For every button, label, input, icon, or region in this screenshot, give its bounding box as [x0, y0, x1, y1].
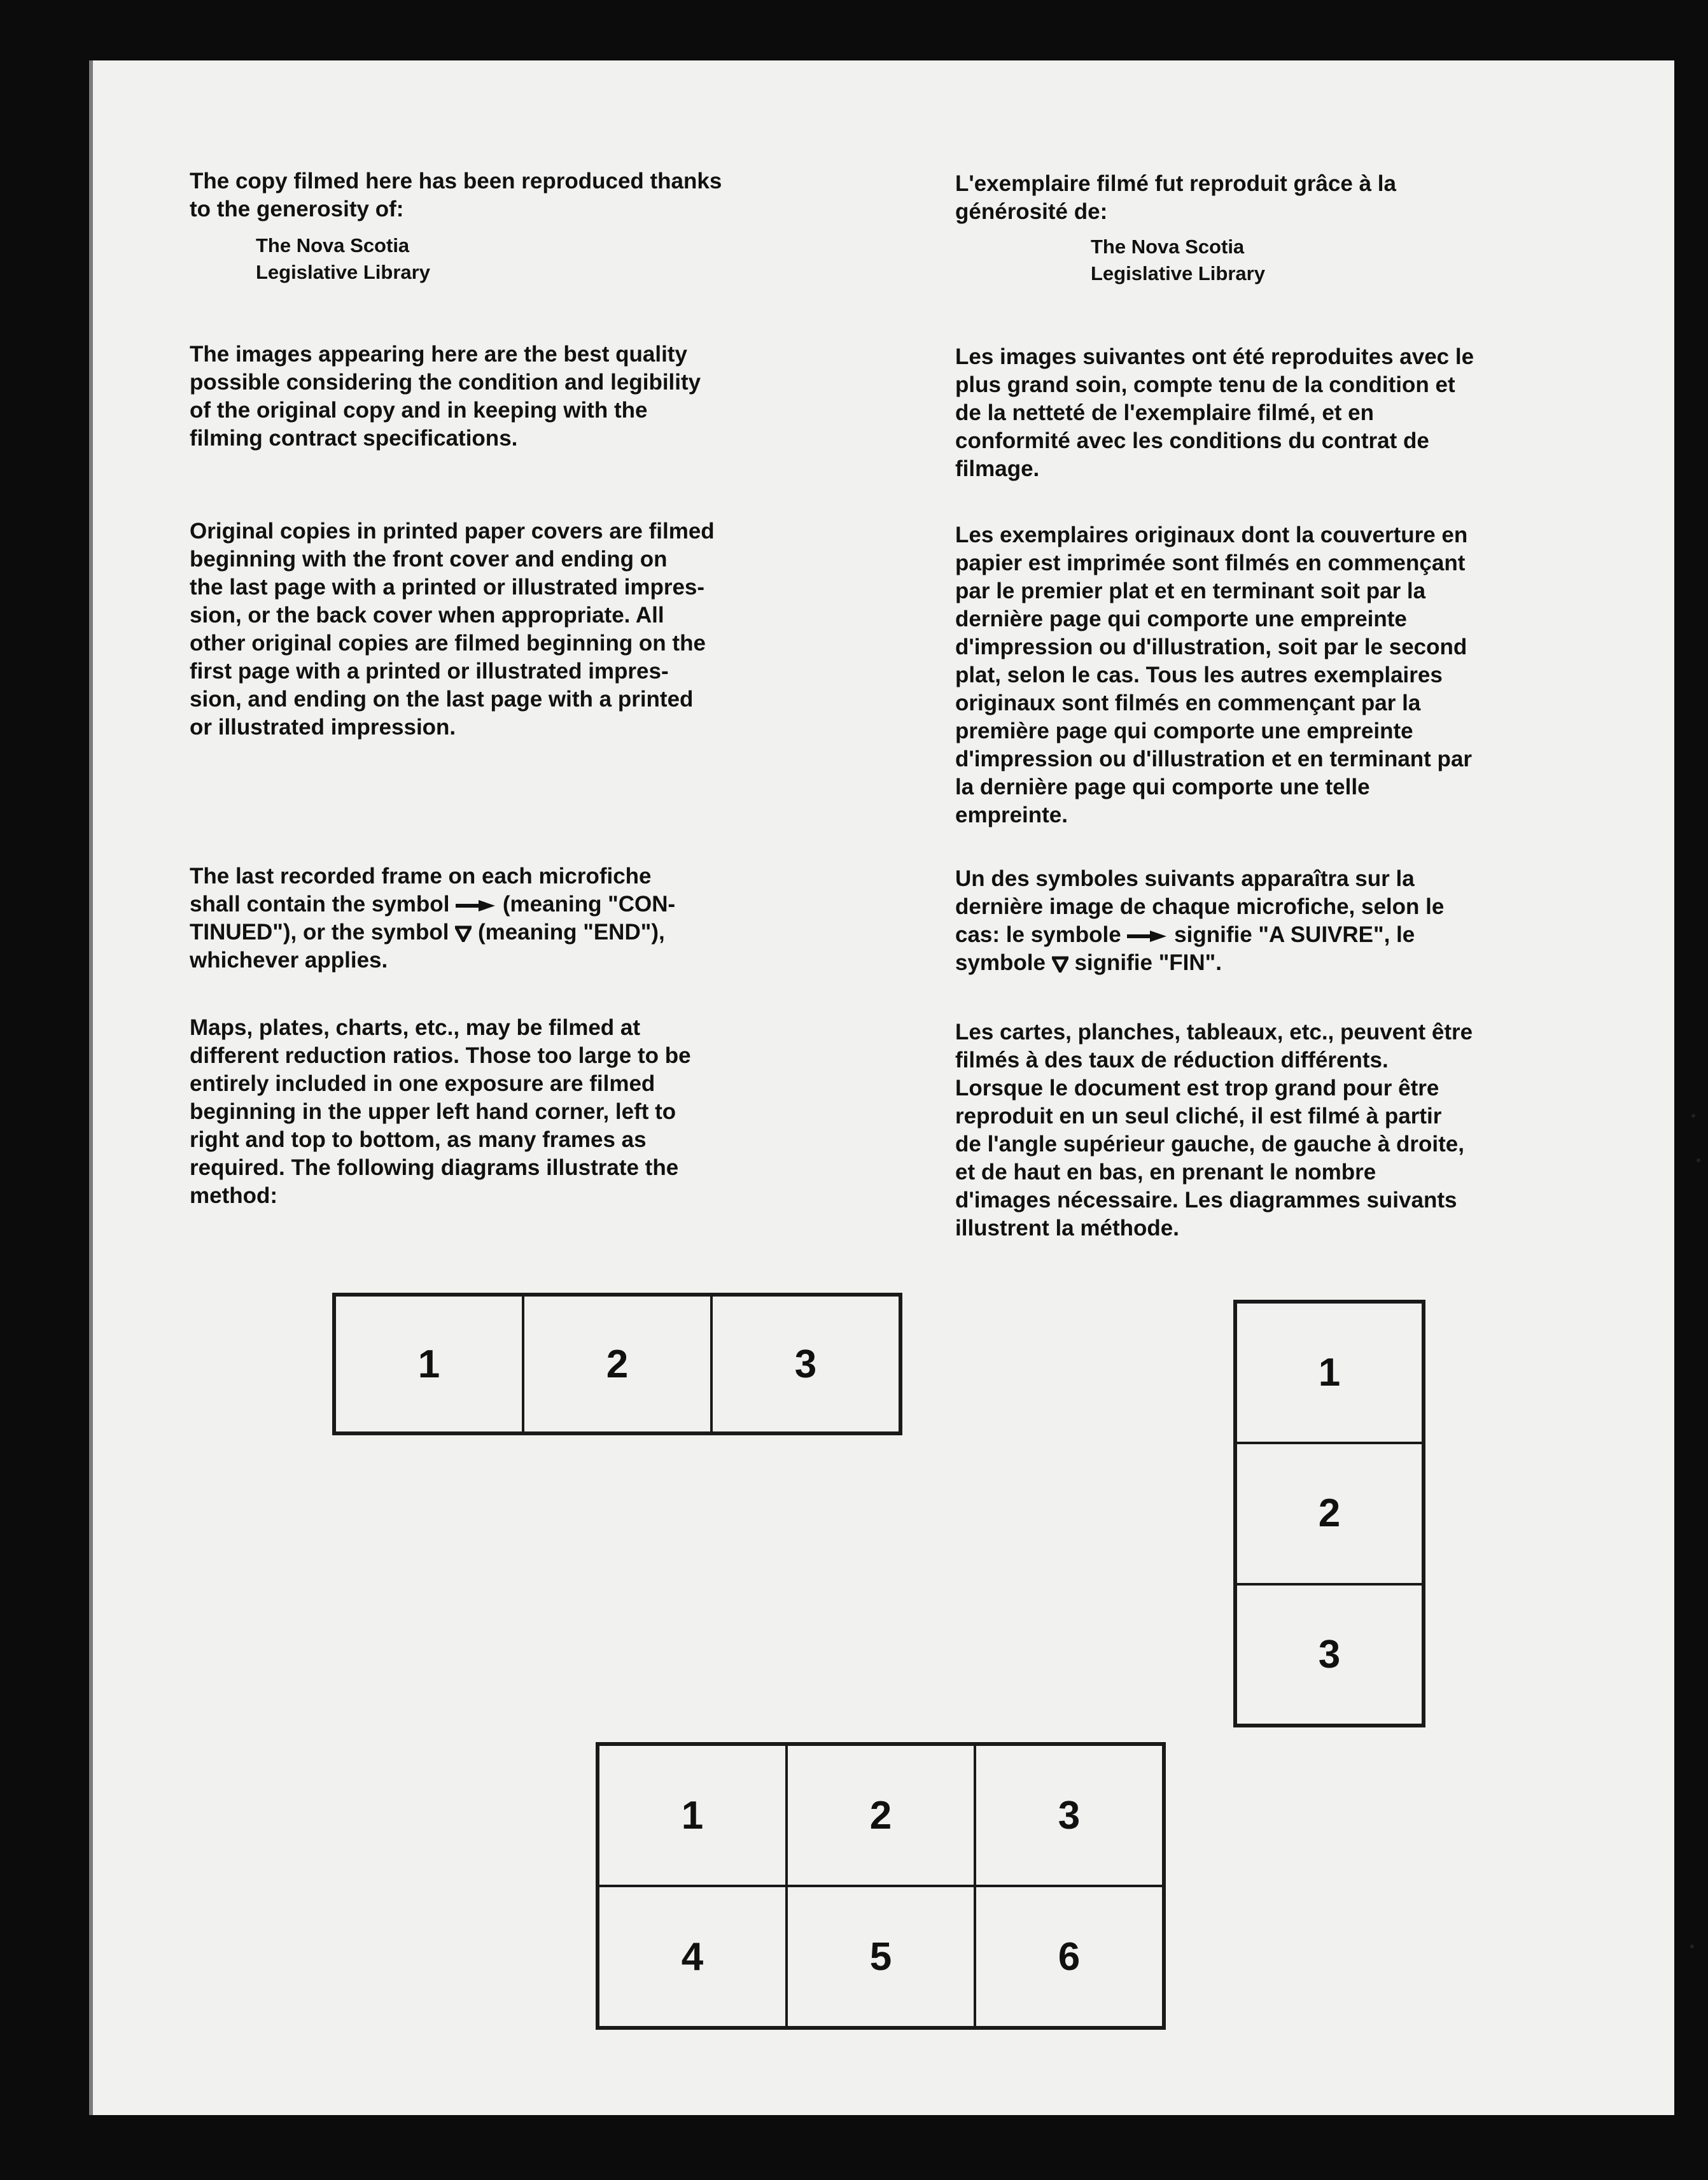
frame-cell: 1	[598, 1745, 787, 1886]
frame-cell: 5	[787, 1886, 975, 2027]
frame-cell: 1	[335, 1295, 523, 1433]
microfiche-target-page	[89, 60, 1674, 2115]
top-film-edge	[0, 0, 1708, 9]
frame-cell: 3	[711, 1295, 900, 1433]
en-maps-statement: Maps, plates, charts, etc., may be filmed at different reduction ratios. Those too large to be entirely included in one exposure are filmed beginning in the upper left hand corner, left to right and top to bottom, as many frames as required. The following diagrams illustrate the method:	[190, 1015, 691, 1208]
film-speck	[1697, 1158, 1700, 1162]
frame-cell: 4	[598, 1886, 787, 2027]
en-quality-statement: The images appearing here are the best quality possible considering the condition and legibility of the original copy and in keeping with the filming contract specifications.	[190, 342, 701, 451]
film-speck	[1690, 1944, 1694, 1948]
en-institution: The Nova Scotia Legislative Library	[256, 234, 430, 283]
diagram-grid-six-frames	[596, 1742, 1166, 2030]
fr-symbols-part-c: signifie "FIN".	[1074, 950, 1222, 975]
arrow-right-icon	[1127, 929, 1168, 943]
en-symbols-part-b: (meaning "CON- TINUED"), or the symbol	[190, 892, 676, 945]
fr-credit-intro: L'exemplaire filmé fut reproduit grâce à la générosité de:	[955, 171, 1396, 224]
fr-quality-statement: Les images suivantes ont été reproduites avec le plus grand soin, compte tenu de la condition et de la netteté de l'exemplaire filmé, et en conformité avec les conditions du contrat de filmage.	[955, 344, 1474, 481]
triangle-down-icon	[455, 925, 472, 942]
diagram-row-three-frames	[332, 1293, 902, 1435]
bottom-film-edge	[0, 2116, 1708, 2180]
en-credit-intro: The copy filmed here has been reproduced thanks to the generosity of:	[190, 169, 722, 222]
arrow-right-icon	[456, 899, 496, 913]
frame-cell: 6	[975, 1886, 1163, 2027]
fr-symbols-statement	[955, 865, 1662, 977]
en-symbols-part-a: The last recorded frame on each microfiche shall contain the symbol	[190, 864, 652, 917]
en-symbols-part-c: (meaning "END"), whichever applies.	[190, 920, 665, 973]
en-originals-statement: Original copies in printed paper covers are filmed beginning with the front cover and ending on the last page with a printed or illustrated impres- sion, or the back cover when appropriate. All other original copies are filmed beginning on the first page with a printed or illustrated impres- sion, and ending on the last page with a printed or illustrated impression.	[190, 519, 715, 740]
fr-originals-statement: Les exemplaires originaux dont la couverture en papier est imprimée sont filmés en commençant par le premier plat et en terminant soit par la dernière page qui comporte une empreinte d'impression ou d'illustration, soit par le second plat, selon le cas. Tous les autres exemplaires originaux sont filmés en commençant par la première page qui comporte une empreinte d'impression ou d'illustration et en terminant par la dernière page qui comporte une telle empreinte.	[955, 523, 1473, 827]
fr-symbols-part-b: signifie "A SUIVRE", le symbole	[955, 922, 1415, 975]
frame-cell: 3	[975, 1745, 1163, 1886]
triangle-down-icon	[1052, 956, 1068, 973]
fr-symbols-part-a: Un des symboles suivants apparaîtra sur la dernière image de chaque microfiche, selon le cas: le symbole	[955, 866, 1445, 947]
film-speck	[1691, 1114, 1695, 1118]
frame-cell: 1	[1236, 1302, 1423, 1443]
diagram-column-three-frames	[1233, 1300, 1425, 1727]
frame-cell: 2	[1236, 1443, 1423, 1584]
frame-cell: 2	[787, 1745, 975, 1886]
en-symbols-statement	[190, 862, 915, 974]
fr-institution: The Nova Scotia Legislative Library	[1091, 236, 1265, 285]
fr-maps-statement: Les cartes, planches, tableaux, etc., peuvent être filmés à des taux de réduction différents. Lorsque le document est trop grand pour être reproduit en un seul cliché, il est filmé à partir de l'angle supérieur gauche, de gauche à droite, et de haut en bas, en prenant le nombre d'images nécessaire. Les diagrammes suivants illustrent la méthode.	[955, 1020, 1473, 1241]
frame-cell: 3	[1236, 1584, 1423, 1725]
frame-cell: 2	[523, 1295, 711, 1433]
